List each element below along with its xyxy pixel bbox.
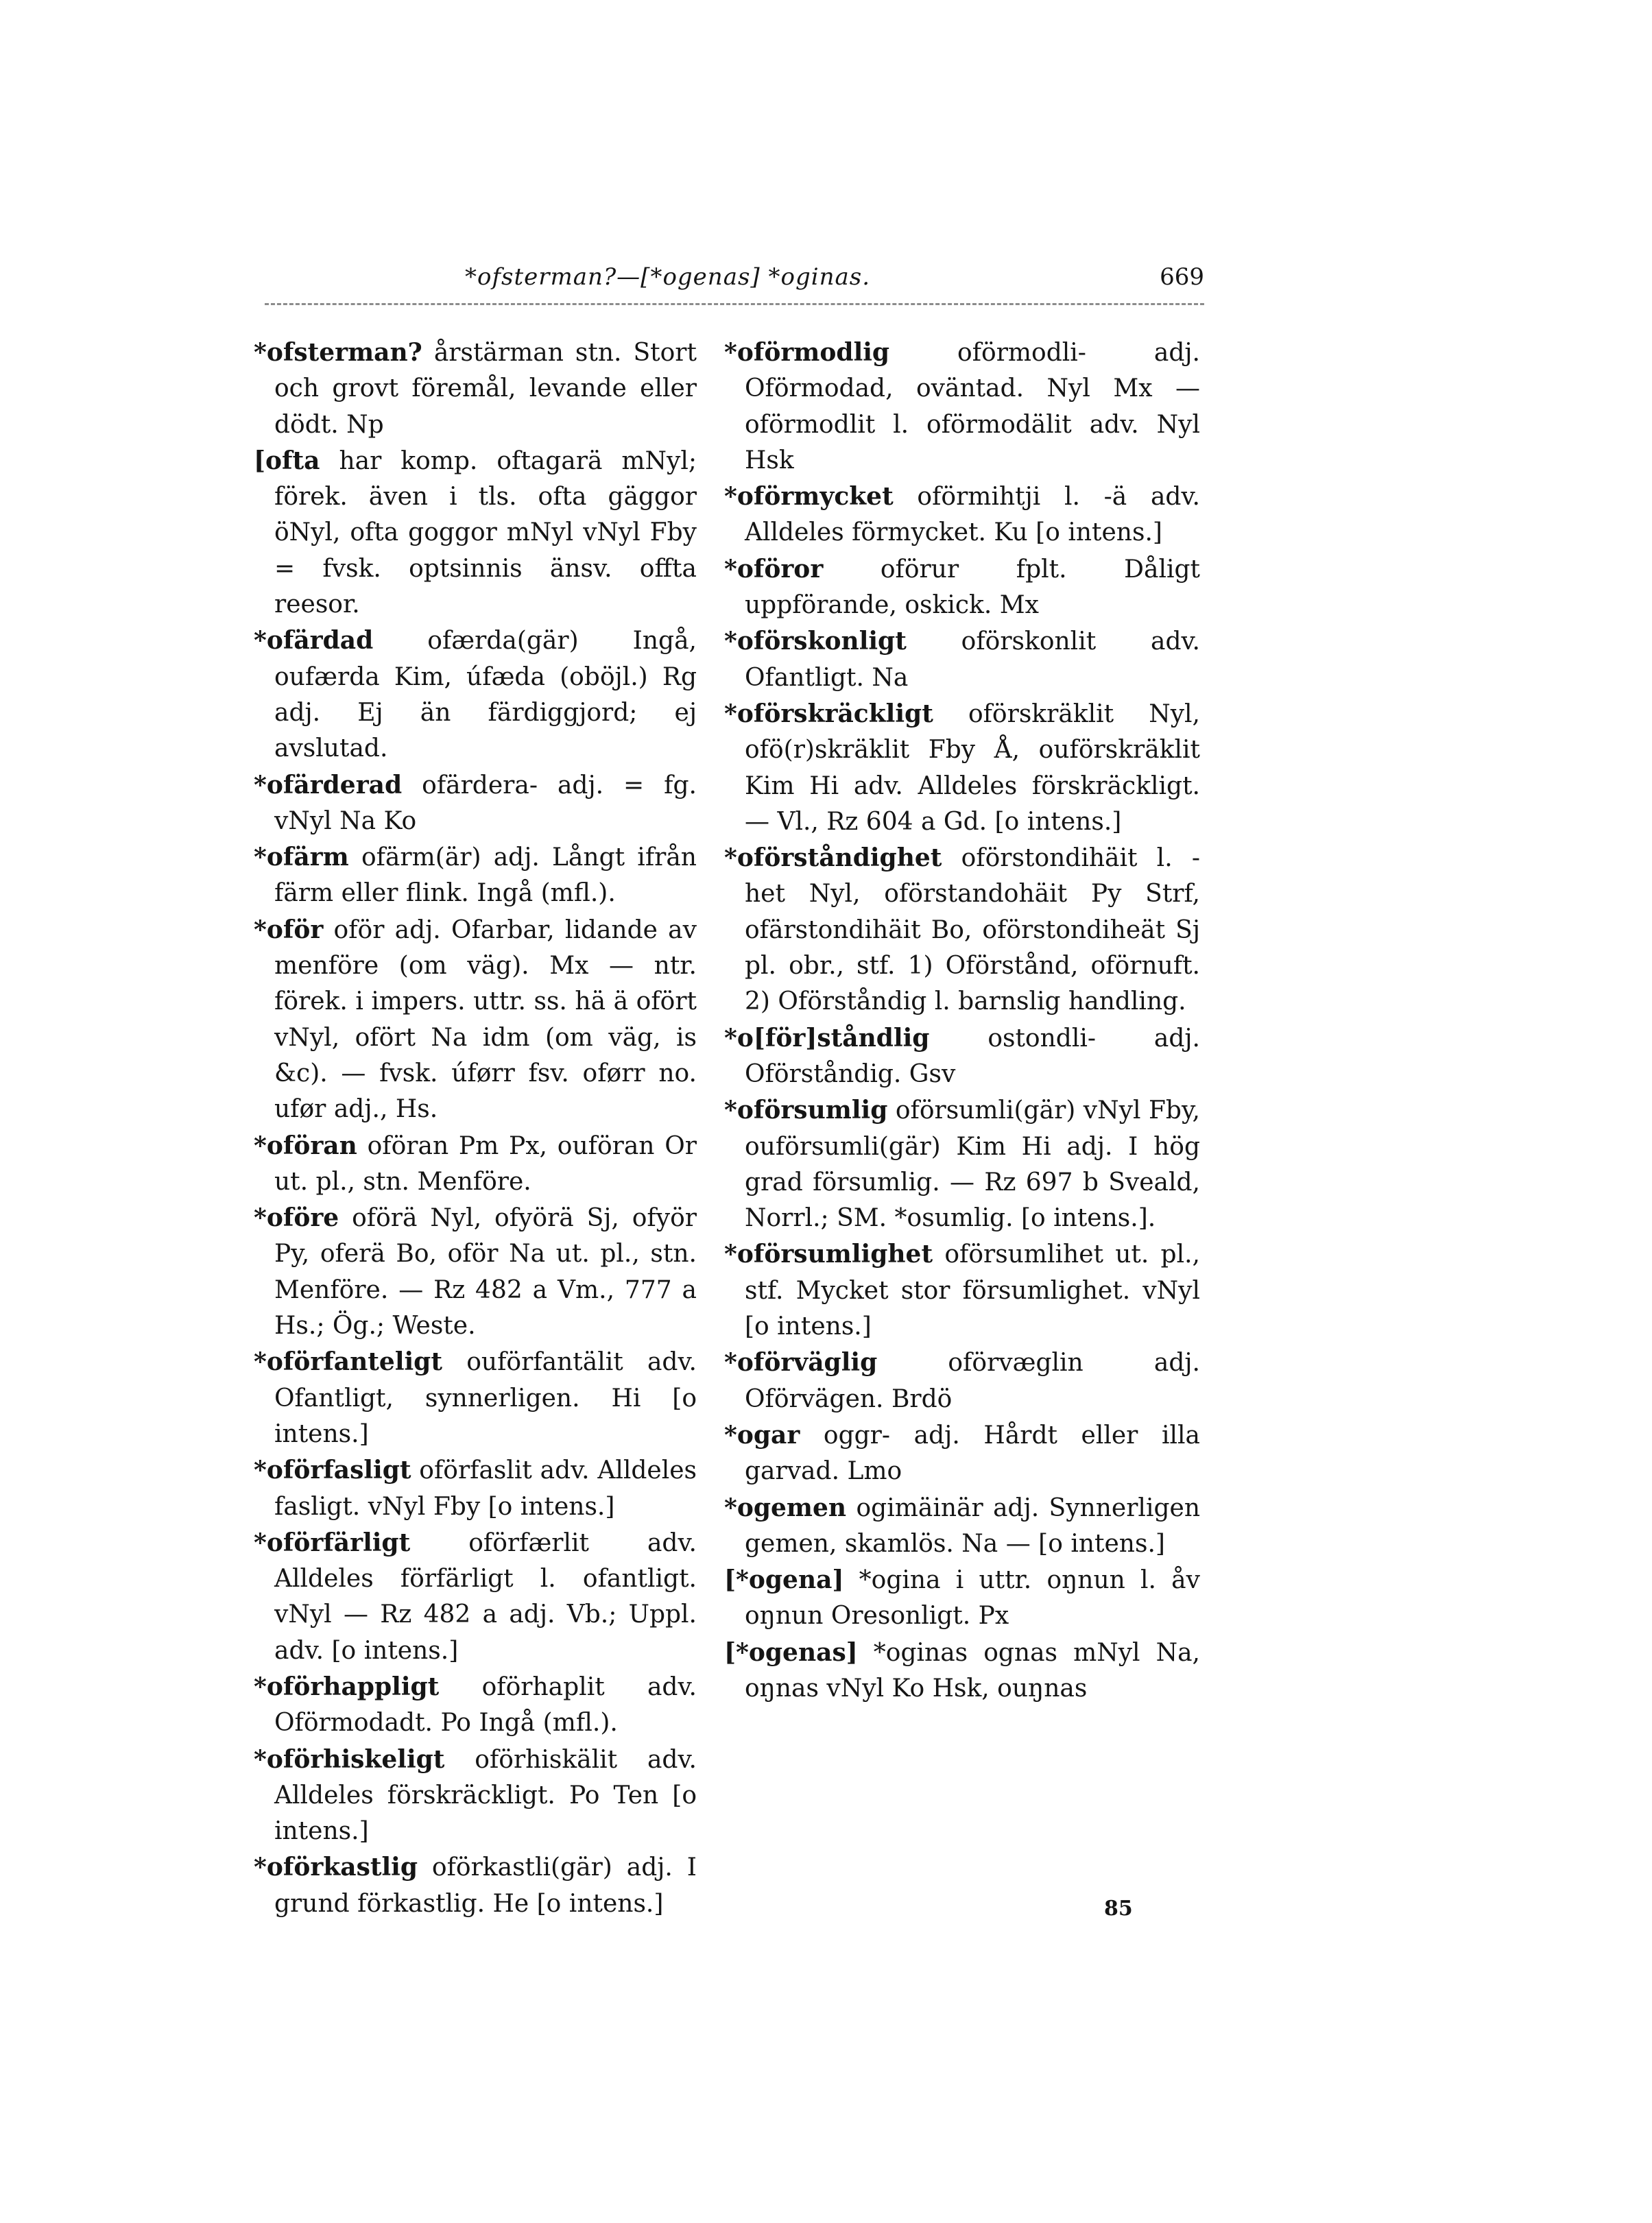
entry-text: oförvæglin adj. Oförvägen. Brdö [745, 1349, 1200, 1413]
entry-text: oggr- adj. Hårdt eller illa garvad. Lmo [745, 1421, 1200, 1486]
entry-headword: *oförhappligt [254, 1672, 440, 1701]
dictionary-entry [254, 1128, 697, 1201]
entry-text: ogimäinär adj. Synnerligen gemen, skamlös. Na — [o intens.] [745, 1493, 1200, 1558]
dictionary-entry [254, 912, 697, 1128]
entry-headword: *oföror [724, 554, 824, 584]
left-column [254, 335, 697, 1922]
entry-headword: *oförsumlighet [724, 1240, 933, 1269]
entry-headword: *ogar [724, 1420, 800, 1450]
entry-headword: *oförväglig [724, 1348, 878, 1378]
dictionary-entry [254, 1669, 697, 1742]
dictionary-entry [254, 1849, 697, 1922]
entry-text: *ogina i uttr. oŋnun l. åv oŋnun Oresonligt. Px [745, 1566, 1200, 1631]
entry-text: ostondli- adj. Oförståndig. Gsv [745, 1024, 1200, 1088]
dictionary-entry [724, 1236, 1200, 1345]
dictionary-entry [724, 1417, 1200, 1490]
dictionary-entry [724, 335, 1200, 479]
dictionary-entry [254, 1525, 697, 1669]
dictionary-entry [254, 623, 697, 767]
entry-headword: *oförmycket [724, 482, 894, 512]
dictionary-entry [724, 551, 1200, 624]
entry-text: oförskräklit Nyl, ofö(r)skräklit Fby Å, ouförskräklit Kim Hi adv. Alldeles förskräckligt. — Vl., Rz 604 a Gd. [o intens.] [745, 699, 1200, 836]
signature-mark: 85 [1104, 1897, 1133, 1921]
right-column [724, 335, 1200, 1707]
entry-text: oförmihtji l. -ä adv. Alldeles förmycket. Ku [o intens.] [745, 483, 1200, 547]
entry-headword: *oför [254, 915, 324, 944]
running-head [265, 263, 1204, 299]
dictionary-entry [254, 443, 697, 623]
entry-text: ofærda(gär) Ingå, oufærda Kim, úfæda (oböjl.) Rg adj. Ej än färdiggjord; ej avslutad. [274, 627, 697, 763]
dictionary-entry [254, 767, 697, 840]
entry-headword: *ofsterman? [254, 338, 422, 367]
entry-text: oförskonlit adv. Ofantligt. Na [745, 627, 1200, 692]
entry-headword: *oföre [254, 1203, 339, 1233]
entry-text: årstärman stn. Stort och grovt föremål, levande eller dödt. Np [274, 339, 697, 439]
dictionary-entry [254, 1344, 697, 1452]
entry-headword: *oförståndighet [724, 843, 942, 873]
entry-text: ofärm(är) adj. Långt ifrån färm eller flink. Ingå (mfl.). [274, 843, 697, 908]
entry-text: ouförfantälit adv. Ofantligt, synnerligen. Hi [o intens.] [274, 1348, 697, 1448]
entry-headword: *o[för]ståndlig [724, 1023, 930, 1053]
entry-text: oförhaplit adv. Oförmodadt. Po Ingå (mfl.). [274, 1672, 697, 1738]
header-rule [265, 303, 1204, 305]
entry-headword: *oförkastlig [254, 1853, 418, 1882]
entry-headword: *oföran [254, 1131, 357, 1160]
entry-text: oföran Pm Px, ouföran Or ut. pl., stn. Menföre. [274, 1131, 697, 1196]
dictionary-entry [724, 623, 1200, 696]
entry-text: ofärdera- adj. = fg. vNyl Na Ko [274, 771, 697, 835]
dictionary-entry [254, 1742, 697, 1850]
entry-headword: *ogemen [724, 1493, 847, 1522]
entry-headword: *oförfasligt [254, 1456, 411, 1485]
dictionary-entry [724, 1562, 1200, 1635]
entry-headword: *oförskräckligt [724, 699, 933, 728]
dictionary-entry [724, 479, 1200, 551]
entry-headword: *oförsumlig [724, 1096, 888, 1125]
page-number: 669 [1160, 263, 1204, 291]
entry-headword: *oförfanteligt [254, 1347, 442, 1377]
entry-text: oförä Nyl, ofyörä Sj, ofyör Py, oferä Bo, oför Na ut. pl., stn. Menföre. — Rz 482 a Vm., 777 a Hs.; Ög.; Weste. [274, 1204, 697, 1341]
dictionary-entry [254, 1200, 697, 1344]
entry-text: har komp. oftagarä mNyl; förek. även i tls. ofta gäggor öNyl, ofta goggor mNyl vNyl Fby = fvsk. optsinnis änsv. offta reesor. [274, 446, 697, 619]
entry-headword: *oförmodlig [724, 338, 890, 367]
entry-text: *oginas ognas mNyl Na, oŋnas vNyl Ko Hsk, ouŋnas [745, 1638, 1200, 1703]
entry-text: oförfaslit adv. Alldeles fasligt. vNyl Fby [o intens.] [274, 1456, 697, 1521]
dictionary-entry [724, 1490, 1200, 1563]
entry-headword: [*ogenas] [724, 1637, 858, 1667]
dictionary-entry [254, 1452, 697, 1525]
dictionary-entry [724, 1020, 1200, 1093]
entry-headword: [*ogena] [724, 1565, 844, 1595]
entry-text: oförstondihäit l. -het Nyl, oförstandohäit Py Strf, ofärstondihäit Bo, oförstondiheät Sj pl. obr., stf. 1) Oförstånd, oförnuft. 2) Oförståndig l. barnslig handling. [745, 844, 1200, 1016]
entry-headword: *oförfärligt [254, 1528, 411, 1557]
entry-headword: *oförhiskeligt [254, 1744, 445, 1774]
running-head-title: *ofsterman?—[*ogenas] *oginas. [465, 263, 871, 291]
entry-text: oförkastli(gär) adj. I grund förkastlig. He [o intens.] [274, 1853, 697, 1918]
entry-headword: *ofärdad [254, 626, 374, 656]
entry-headword: *ofärderad [254, 770, 403, 800]
entry-text: oförfærlit adv. Alldeles förfärligt l. ofantligt. vNyl — Rz 482 a adj. Vb.; Uppl. adv. [o intens.] [274, 1528, 697, 1665]
dictionary-entry [254, 335, 697, 443]
dictionary-entry [724, 1635, 1200, 1707]
entry-text: oförhiskälit adv. Alldeles förskräckligt. Po Ten [o intens.] [274, 1745, 697, 1846]
entry-headword: *oförskonligt [724, 627, 907, 656]
dictionary-entry [724, 1092, 1200, 1236]
entry-text: oför adj. Ofarbar, lidande av menföre (om väg). Mx — ntr. förek. i impers. uttr. ss. hä ä ofört vNyl, ofört Na idm (om väg, is &c). — fvsk. úførr fsv. oførr no. ufør adj., Hs. [274, 915, 697, 1124]
dictionary-entry [724, 696, 1200, 840]
entry-text: oförmodli- adj. Oförmodad, oväntad. Nyl Mx — oförmodlit l. oförmodälit adv. Nyl Hsk [745, 339, 1200, 474]
dictionary-entry [724, 1345, 1200, 1417]
entry-text: oförur fplt. Dåligt uppförande, oskick. Mx [745, 555, 1200, 620]
entry-text: oförsumli(gär) vNyl Fby, ouförsumli(gär) Kim Hi adj. I hög grad försumlig. — Rz 697 b Sveald, Norrl.; SM. *osumlig. [o intens.]. [745, 1096, 1200, 1233]
entry-headword: *ofärm [254, 843, 349, 872]
dictionary-entry [724, 840, 1200, 1020]
entry-headword: [ofta [254, 446, 320, 475]
entry-text: oförsumlihet ut. pl., stf. Mycket stor försumlighet. vNyl [o intens.] [745, 1240, 1201, 1341]
dictionary-entry [254, 839, 697, 912]
